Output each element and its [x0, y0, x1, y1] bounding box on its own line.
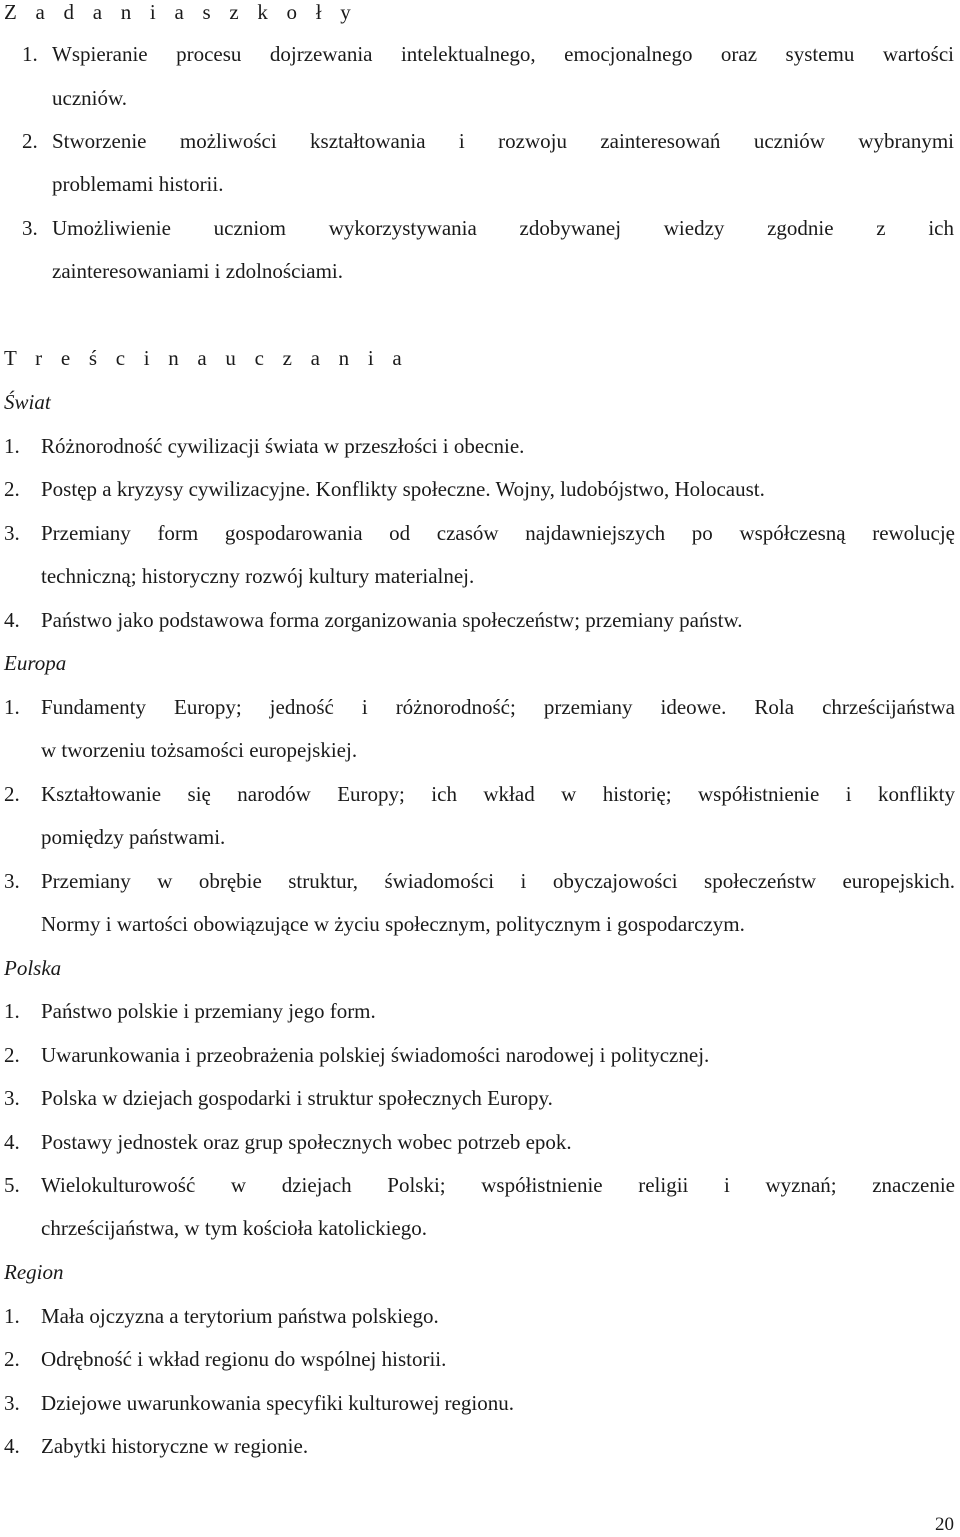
- section-title-europa: Europa: [4, 651, 67, 675]
- list-item-text: Przemiany form gospodarowania od czasów najdawniejszych po współczesną rewolucję: [41, 521, 955, 545]
- goal-number: 1.: [22, 42, 38, 66]
- section-title-region: Region: [4, 1260, 64, 1284]
- list-item-text: Fundamenty Europy; jedność i różnorodność; przemiany ideowe. Rola chrześcijaństwa: [41, 695, 955, 719]
- list-item-text: Mała ojczyzna a terytorium państwa polskiego.: [41, 1304, 439, 1328]
- item-number: 1.: [4, 999, 20, 1023]
- goals-heading: Z a d a n i a s z k o ł y: [4, 0, 358, 24]
- list-item-text: Postawy jednostek oraz grup społecznych wobec potrzeb epok.: [41, 1130, 572, 1154]
- item-number: 3.: [4, 521, 20, 545]
- item-number: 2.: [4, 782, 20, 806]
- list-item-text: Uwarunkowania i przeobrażenia polskiej świadomości narodowej i politycznej.: [41, 1043, 710, 1067]
- list-item-text: Normy i wartości obowiązujące w życiu społecznym, politycznym i gospodarczym.: [41, 912, 745, 936]
- item-number: 1.: [4, 1304, 20, 1328]
- item-number: 1.: [4, 695, 20, 719]
- list-item-text: Dziejowe uwarunkowania specyfiki kulturowej regionu.: [41, 1391, 514, 1415]
- list-item-text: Polska w dziejach gospodarki i struktur społecznych Europy.: [41, 1086, 553, 1110]
- item-number: 4.: [4, 608, 20, 632]
- list-item-text: Różnorodność cywilizacji świata w przeszłości i obecnie.: [41, 434, 525, 458]
- list-item-text: pomiędzy państwami.: [41, 825, 226, 849]
- item-number: 3.: [4, 1391, 20, 1415]
- list-item-text: Przemiany w obrębie struktur, świadomości i obyczajowości społeczeństw europejskich.: [41, 869, 955, 893]
- section-title-polska: Polska: [4, 956, 62, 980]
- list-item-text: w tworzeniu tożsamości europejskiej.: [41, 738, 358, 762]
- list-item-text: Odrębność i wkład regionu do wspólnej historii.: [41, 1347, 447, 1371]
- goal-text-line: uczniów.: [52, 86, 128, 110]
- list-item-text: Zabytki historyczne w regionie.: [41, 1434, 309, 1458]
- goal-text-line: zainteresowaniami i zdolnościami.: [52, 259, 343, 283]
- goal-text-line: problemami historii.: [52, 172, 224, 196]
- list-item-text: Państwo jako podstawowa forma zorganizowania społeczeństw; przemiany państw.: [41, 608, 743, 632]
- list-item-text: Wielokulturowość w dziejach Polski; współistnienie religii i wyznań; znaczenie: [41, 1173, 955, 1197]
- goal-number: 2.: [22, 129, 38, 153]
- item-number: 2.: [4, 1043, 20, 1067]
- goal-text-line: Umożliwienie uczniom wykorzystywania zdobywanej wiedzy zgodnie z ich: [52, 216, 954, 240]
- item-number: 2.: [4, 1347, 20, 1371]
- goal-number: 3.: [22, 216, 38, 240]
- item-number: 3.: [4, 1086, 20, 1110]
- content-heading: T r e ś c i n a u c z a n i a: [4, 346, 409, 370]
- item-number: 4.: [4, 1434, 20, 1458]
- item-number: 1.: [4, 434, 20, 458]
- list-item-text: Państwo polskie i przemiany jego form.: [41, 999, 376, 1023]
- item-number: 5.: [4, 1173, 20, 1197]
- page-number: 20: [935, 1514, 954, 1535]
- list-item-text: techniczną; historyczny rozwój kultury materialnej.: [41, 564, 475, 588]
- item-number: 3.: [4, 869, 20, 893]
- list-item-text: Kształtowanie się narodów Europy; ich wkład w historię; współistnienie i konflikty: [41, 782, 955, 806]
- item-number: 4.: [4, 1130, 20, 1154]
- list-item-text: chrześcijaństwa, w tym kościoła katolickiego.: [41, 1216, 428, 1240]
- goal-text-line: Wspieranie procesu dojrzewania intelektualnego, emocjonalnego oraz systemu wartości: [52, 42, 954, 66]
- section-title-swiat: Świat: [4, 390, 51, 414]
- goal-text-line: Stworzenie możliwości kształtowania i rozwoju zainteresowań uczniów wybranymi: [52, 129, 954, 153]
- item-number: 2.: [4, 477, 20, 501]
- list-item-text: Postęp a kryzysy cywilizacyjne. Konflikty społeczne. Wojny, ludobójstwo, Holocaust.: [41, 477, 765, 501]
